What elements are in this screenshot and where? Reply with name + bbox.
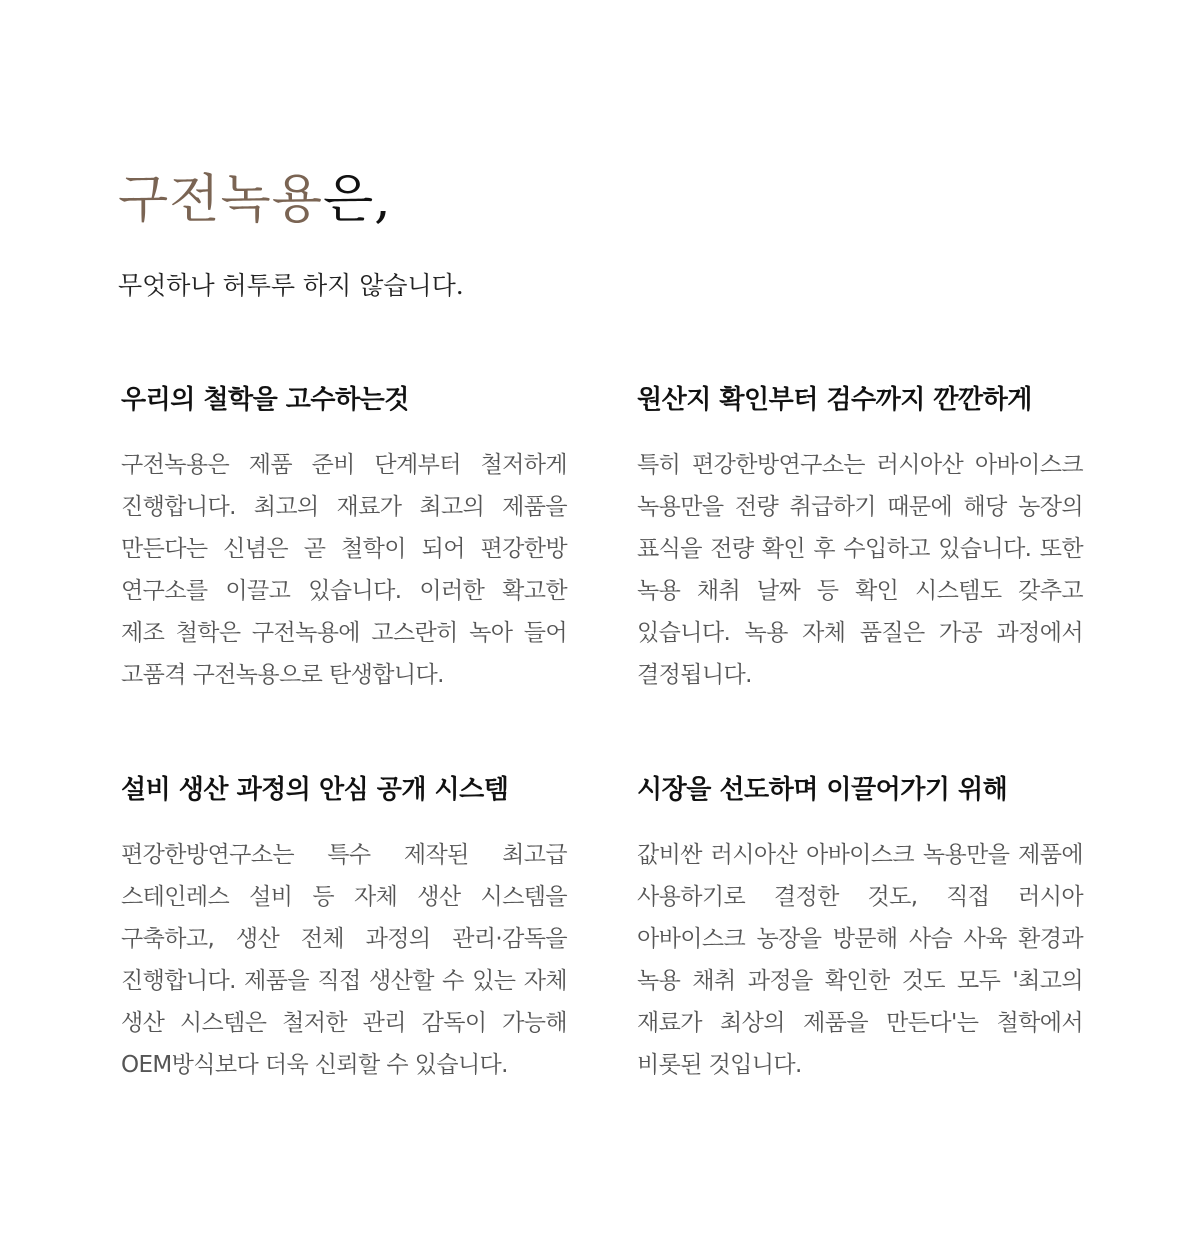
section-philosophy — [121, 380, 567, 696]
hero-title — [118, 160, 392, 240]
section-title: 우리의 철학을 고수하는것 — [121, 385, 409, 415]
section-market-leadership — [637, 770, 1083, 1086]
section-body: 특히 편강한방연구소는 러시아산 아바이스크 녹용만을 전량 취급하기 때문에 해당 농장의 표식을 전량 확인 후 수입하고 있습니다. 또한 녹용 채취 날짜 등 확인 시스템도 갖추고 있습니다. 녹용 자체 품질은 가공 과정에서 결정됩니다. — [637, 452, 1083, 688]
section-body: 구전녹용은 제품 준비 단계부터 철저하게 진행합니다. 최고의 재료가 최고의 제품을 만든다는 신념은 곧 철학이 되어 편강한방 연구소를 이끌고 있습니다. 이러한 확고한 제조 철학은 구전녹용에 고스란히 녹아 들어 고품격 구전녹용으로 탄생합니다. — [121, 452, 567, 688]
section-body: 값비싼 러시아산 아바이스크 녹용만을 제품에 사용하기로 결정한 것도, 직접 러시아 아바이스크 농장을 방문해 사슴 사육 환경과 녹용 채취 과정을 확인한 것도 모두 '최고의 재료가 최상의 제품을 만든다'는 철학에서 비롯된 것입니다. — [637, 842, 1083, 1078]
hero-subtitle: 무엇하나 허투루 하지 않습니다. — [118, 271, 464, 300]
brand-particle: 은, — [322, 170, 392, 230]
section-title: 시장을 선도하며 이끌어가기 위해 — [637, 775, 1008, 805]
section-title: 원산지 확인부터 검수까지 깐깐하게 — [637, 385, 1032, 415]
section-title: 설비 생산 과정의 안심 공개 시스템 — [121, 775, 509, 805]
section-origin-inspection — [637, 380, 1083, 696]
section-production-system — [121, 770, 567, 1086]
hero-block — [118, 160, 392, 240]
section-body: 편강한방연구소는 특수 제작된 최고급 스테인레스 설비 등 자체 생산 시스템을 구축하고, 생산 전체 과정의 관리·감독을 진행합니다. 제품을 직접 생산할 수 있는 자체 생산 시스템은 철저한 관리 감독이 가능해 OEM방식보다 더욱 신뢰할 수 있습니다. — [121, 842, 567, 1078]
brand-name: 구전녹용 — [118, 170, 323, 230]
